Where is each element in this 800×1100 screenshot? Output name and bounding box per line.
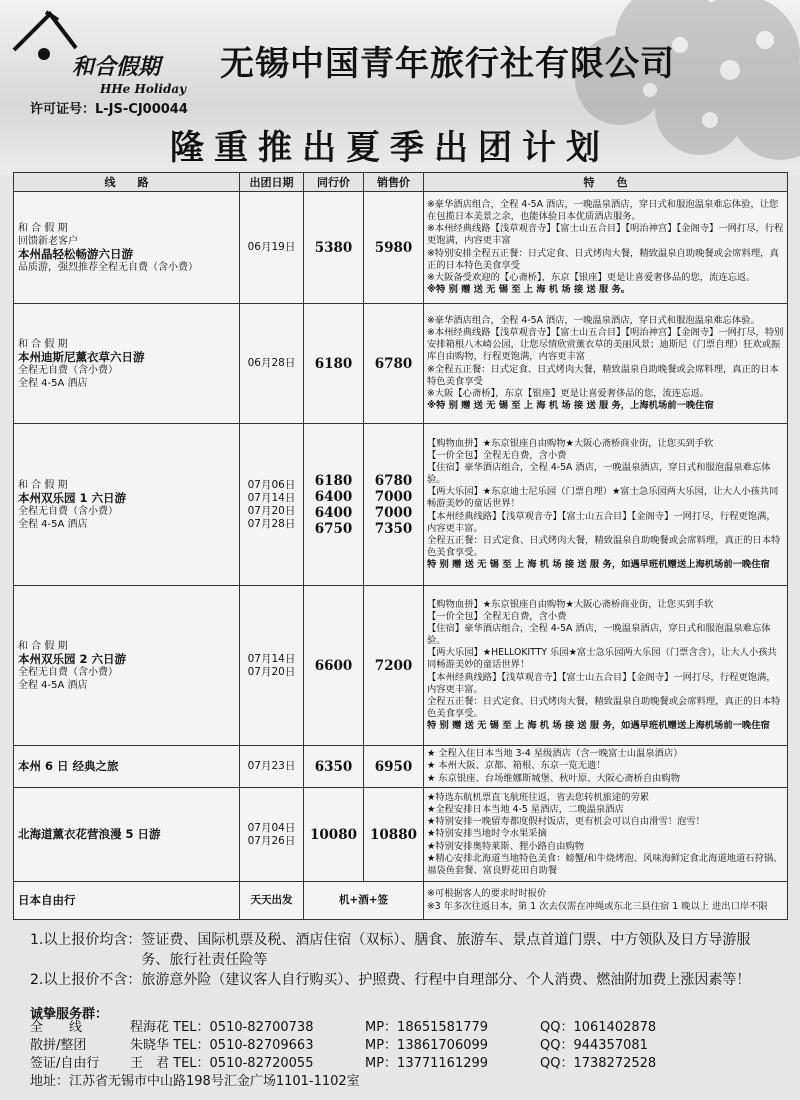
route-note: 品质游，强烈推荐全程无自费（含小费）	[18, 261, 198, 273]
feature-line: ★精心安排北海道当地特色美食：螃蟹/和牛烧烤泡、风味海鲜定食北海道地道石狩锅、福袋鱼套餐、富良野花田自助餐	[427, 852, 783, 876]
date-cell	[240, 586, 304, 746]
feature-line: 【一价全包】全程无自费，含小费	[427, 450, 567, 462]
brand-name-en: HHe Holiday	[100, 82, 187, 96]
route-title: 北海道薰衣花营浪漫 5 日游	[18, 827, 161, 841]
address: 地址：江苏省无锡市中山路198号汇金广场1101-1102室	[30, 1074, 360, 1089]
route-title: 本州双乐园 1 六日游	[18, 490, 127, 505]
contact-mobile: MP：13861706099	[365, 1038, 489, 1053]
departure-date: 06月19日	[247, 241, 296, 253]
route-cell	[14, 192, 240, 304]
departure-date: 07月14日	[247, 652, 296, 665]
route-brand: 和 合 假 期	[18, 338, 68, 350]
contact-phone: 朱晓华 TEL：0510-82709663	[130, 1038, 314, 1053]
excluded-label: 2.以上报价不含：	[30, 972, 142, 988]
table-header-row	[14, 173, 788, 192]
route-cell	[14, 304, 240, 424]
feature-line: 全程五正餐：日式定食、日式烤肉大餐，精致温泉自助晚餐或会席料理，真正的日本特色美食享受。	[427, 534, 781, 558]
peer-price: 6750	[314, 520, 353, 537]
feature-line: 【住宿】豪华酒店组合，全程 4-5A 酒店，一晚温泉酒店，穿日式和服泡温泉难忘体验。	[427, 623, 771, 647]
route-note: 全程 4-5A 酒店	[18, 679, 88, 691]
sale-price: 7200	[374, 657, 413, 674]
contact-role: 全 线	[30, 1020, 83, 1035]
route-cell	[14, 788, 240, 882]
departure-date: 07月26日	[247, 834, 296, 847]
date-cell	[240, 788, 304, 882]
departure-date: 07月14日	[247, 491, 296, 504]
departure-date: 天天出发	[250, 894, 293, 906]
col-route: 线 路	[14, 173, 240, 192]
price-note: 机+酒+签	[338, 894, 389, 906]
service-title: 诚挚服务群：	[30, 1007, 109, 1022]
feature-line: ※特 别 赠 送 无 锡 至 上 海 机 场 接 送 服 务。	[427, 283, 631, 295]
departure-date: 06月28日	[247, 357, 296, 369]
table-row	[14, 192, 788, 304]
departure-date: 07月20日	[247, 504, 296, 517]
feature-line: 【购物血拼】★东京银座自由购物★大阪心斋桥商业街，让您买到手软	[427, 437, 714, 449]
contact-phone: 程海花 TEL：0510-82700738	[130, 1020, 314, 1035]
route-tag: 回馈新老客户	[18, 235, 78, 247]
feature-line: ※大阪备受欢迎的【心斋桥】，东京【银座】更是让喜爱奢侈品的您，流连忘返。	[427, 271, 756, 283]
departure-date: 07月20日	[247, 665, 296, 678]
date-cell	[240, 746, 304, 788]
feature-line: ★ 全程入住日本当地 3-4 星级酒店（含一晚富士山温泉酒店）	[427, 748, 683, 760]
route-cell	[14, 882, 240, 920]
feature-line: ★特别安排奥特莱斯、狸小路自由购物	[427, 840, 585, 852]
route-brand: 和 合 假 期	[18, 222, 68, 234]
peer-price: 5380	[314, 239, 353, 256]
feature-line: 【本州经典线路】【浅草观音寺】【富士山五合目】【金阁寺】一网打尽，行程更饱满，内容更丰富。	[427, 671, 776, 695]
company-name: 无锡中国青年旅行社有限公司	[220, 44, 675, 84]
feature-line: ★特选东航机票直飞航班往返，省去您转机旅途的劳累	[427, 792, 650, 804]
sale-price: 7350	[374, 520, 413, 537]
feature-line: ※大阪【心斋桥】，东京【银座】更是让喜爱奢侈品的您，流连忘返。	[427, 387, 710, 399]
table-row	[14, 788, 788, 882]
route-cell	[14, 746, 240, 788]
feature-line: ★特别安排当地时令水果采摘	[427, 828, 547, 840]
col-sale-price: 销售价	[364, 173, 424, 192]
route-note: 全程无自费（含小费）	[18, 666, 118, 678]
contact-list	[30, 1019, 770, 1091]
date-cell	[240, 882, 304, 920]
feature-line: ※本州经典线路【浅草观音寺】【富士山五合目】【明治神宫】【金阁寺】一网打尽，特别安排箱根八木崎公园，让您尽情欣赏薰衣草的美丽风景；迪斯尼（门票自理）狂欢或振库自由购物，行程更饱满，内容更丰富	[427, 327, 784, 363]
contact-role: 签证/自由行	[30, 1056, 100, 1071]
feature-line: ※3 年多次往返日本，第 1 次去仅需在冲绳或东北三县住宿 1 晚以上 进出口岸不限	[427, 900, 768, 912]
route-note: 全程 4-5A 酒店	[18, 377, 88, 389]
page-title: 隆重推出夏季出团计划	[170, 128, 610, 168]
feature-line: 【本州经典线路】【浅草观音寺】【富士山五合目】【金阁寺】一网打尽，行程更饱满，内容更丰富。	[427, 510, 776, 534]
sale-price-cell	[364, 304, 424, 424]
sale-price: 5980	[374, 239, 413, 256]
feature-line: ※豪华酒店组合，全程 4-5A 酒店，一晚温泉酒店，穿日式和服泡温泉难忘体验。	[427, 315, 760, 327]
feature-line: 全程五正餐：日式定食、日式烤肉大餐，精致温泉自助晚餐或会席料理，真正的日本特色美食享受。	[427, 695, 781, 719]
col-features: 特 色	[424, 173, 788, 192]
features-cell	[424, 586, 788, 746]
feature-line: ★ 东京银座、台场维娜斯城堡、秋叶原、大阪心斋桥自由购物	[427, 772, 681, 784]
address-row	[30, 1073, 770, 1091]
route-brand: 和 合 假 期	[18, 640, 68, 652]
feature-line: ※可根据客人的要求时时报价	[427, 888, 547, 900]
route-title: 本州迪斯尼薰衣草六日游	[18, 349, 145, 364]
feature-line: ※全程五正餐：日式定食、日式烤肉大餐，精致温泉自助晚餐或会席料理，真正的日本特色美食享受	[427, 363, 779, 387]
sale-price: 7000	[374, 504, 413, 521]
features-cell	[424, 424, 788, 586]
feature-line: ★ 本州大阪、京都、箱根、东京一览无遗！	[427, 760, 606, 772]
license-number: 许可证号：L-JS-CJ00044	[30, 102, 188, 117]
peer-price: 6400	[314, 504, 353, 521]
table-row	[14, 424, 788, 586]
sale-price: 6780	[374, 355, 413, 372]
route-note: 全程无自费（含小费）	[18, 364, 118, 376]
departure-date: 07月23日	[247, 760, 296, 772]
sale-price-cell	[364, 192, 424, 304]
header-banner	[0, 0, 800, 175]
tour-plan-table	[13, 172, 788, 920]
feature-line: 特 别 赠 送 无 锡 至 上 海 机 场 接 送 服 务，如遇早班机赠送上海机场前一晚住宿	[427, 719, 770, 731]
sale-price-cell	[364, 788, 424, 882]
contact-role: 散拼/整团	[30, 1038, 87, 1053]
feature-line: ※特别安排全程五正餐：日式定食、日式烤肉大餐，精致温泉自助晚餐或会席料理，真正的日本特色美食享受	[427, 247, 779, 271]
feature-line: ※本州经典线路【浅草观音寺】【富士山五合目】【明治神宫】【金阁寺】一网打尽，行程更饱满，内容更丰富	[427, 223, 784, 247]
route-title: 本州 6 日 经典之旅	[18, 759, 119, 773]
peer-price-cell	[304, 586, 364, 746]
route-cell	[14, 586, 240, 746]
included-label: 1.以上报价均含：	[30, 932, 142, 948]
route-note: 全程无自费（含小费）	[18, 505, 118, 517]
feature-line: ※豪华酒店组合，全程 4-5A 酒店，一晚温泉酒店，穿日式和服泡温泉难忘体验，让您在包揽日本美景之余，也能体验日本优质酒店服务。	[427, 199, 779, 223]
features-cell	[424, 882, 788, 920]
sale-price-cell	[364, 586, 424, 746]
peer-price: 10080	[310, 826, 357, 843]
contact-phone: 王 君 TEL：0510-82720055	[130, 1056, 314, 1071]
contact-qq: QQ：944357081	[540, 1038, 648, 1053]
peer-price-cell	[304, 746, 364, 788]
table-row	[14, 304, 788, 424]
peer-price-cell	[304, 304, 364, 424]
contact-row	[30, 1037, 770, 1055]
peer-price: 6400	[314, 488, 353, 505]
contact-row	[30, 1055, 770, 1073]
route-title: 本州晶轻松畅游六日游	[18, 246, 133, 261]
roof-logo-icon	[10, 8, 80, 78]
contact-mobile: MP：13771161299	[365, 1056, 489, 1071]
excluded-text: 旅游意外险（建议客人自行购买）、护照费、行程中自理部分、个人消费、燃油附加费上涨因素等！	[141, 972, 751, 988]
date-cell	[240, 424, 304, 586]
contact-row	[30, 1019, 770, 1037]
departure-date: 07月28日	[247, 517, 296, 530]
peer-price-cell	[304, 788, 364, 882]
feature-line: ★全程安排日本当地 4-5 星酒店，二晚温泉酒店	[427, 804, 624, 816]
feature-line: 【购物血拼】★东京银座自由购物★大阪心斋桥商业街，让您买到手软	[427, 598, 714, 610]
table-row	[14, 882, 788, 920]
table-row	[14, 586, 788, 746]
peer-price-cell	[304, 424, 364, 586]
route-brand: 和 合 假 期	[18, 479, 68, 491]
contact-qq: QQ：1061402878	[540, 1020, 657, 1035]
brand-logo	[10, 8, 190, 103]
date-cell	[240, 304, 304, 424]
feature-line: 特 别 赠 送 无 锡 至 上 海 机 场 接 送 服 务，如遇早班机赠送上海机场前一晚住宿	[427, 558, 770, 570]
date-cell	[240, 192, 304, 304]
feature-line: 【两大乐园】★HELLOKITTY 乐园★富士急乐园两大乐园（门票含含），让大人小孩共同畅游美妙的童话世界！	[427, 647, 777, 671]
feature-line: ※特 别 赠 送 无 锡 至 上 海 机 场 接 送 服 务，上海机场前一晚住宿	[427, 399, 714, 411]
route-title: 本州双乐园 2 六日游	[18, 651, 127, 666]
included-note	[30, 930, 770, 970]
sale-price: 6950	[374, 758, 413, 775]
peer-price: 6600	[314, 657, 353, 674]
route-note: 全程 4-5A 酒店	[18, 518, 88, 530]
excluded-note	[30, 970, 770, 990]
included-text: 签证费、国际机票及税、酒店住宿（双标）、膳食、旅游车、景点首道门票、中方领队及日方导游服务、旅行社责任险等	[141, 932, 751, 968]
peer-price: 6180	[314, 472, 353, 489]
contact-qq: QQ：1738272528	[540, 1056, 657, 1071]
peer-price: 6350	[314, 758, 353, 775]
sale-price-cell	[364, 424, 424, 586]
departure-date: 07月06日	[247, 478, 296, 491]
peer-price: 6180	[314, 355, 353, 372]
features-cell	[424, 192, 788, 304]
route-title: 日本自由行	[18, 893, 76, 907]
sale-price: 6780	[374, 472, 413, 489]
feature-line: 【住宿】豪华酒店组合，全程 4-5A 酒店，一晚温泉酒店，穿日式和服泡温泉难忘体验。	[427, 462, 771, 486]
contact-mobile: MP：18651581779	[365, 1020, 489, 1035]
feature-line: ★特别安排一晚留寿都度假村饭店，更有机会可以自由滑雪！泡雪！	[427, 816, 705, 828]
price-cell	[304, 882, 424, 920]
table-row	[14, 746, 788, 788]
sale-price: 7000	[374, 488, 413, 505]
brand-name-cn: 和合假期	[72, 54, 161, 80]
sale-price-cell	[364, 746, 424, 788]
col-peer-price: 同行价	[304, 173, 364, 192]
col-date: 出团日期	[240, 173, 304, 192]
peer-price-cell	[304, 192, 364, 304]
feature-line: 【两大乐园】★东京迪士尼乐园（门票自理）★富士急乐园两大乐园，让大人小孩共同畅游美妙的童话世界！	[427, 486, 779, 510]
price-notes	[30, 930, 770, 990]
features-cell	[424, 788, 788, 882]
features-cell	[424, 304, 788, 424]
sale-price: 10880	[370, 826, 417, 843]
route-cell	[14, 424, 240, 586]
features-cell	[424, 746, 788, 788]
feature-line: 【一价全包】全程无自费，含小费	[427, 611, 567, 623]
departure-date: 07月04日	[247, 821, 296, 834]
